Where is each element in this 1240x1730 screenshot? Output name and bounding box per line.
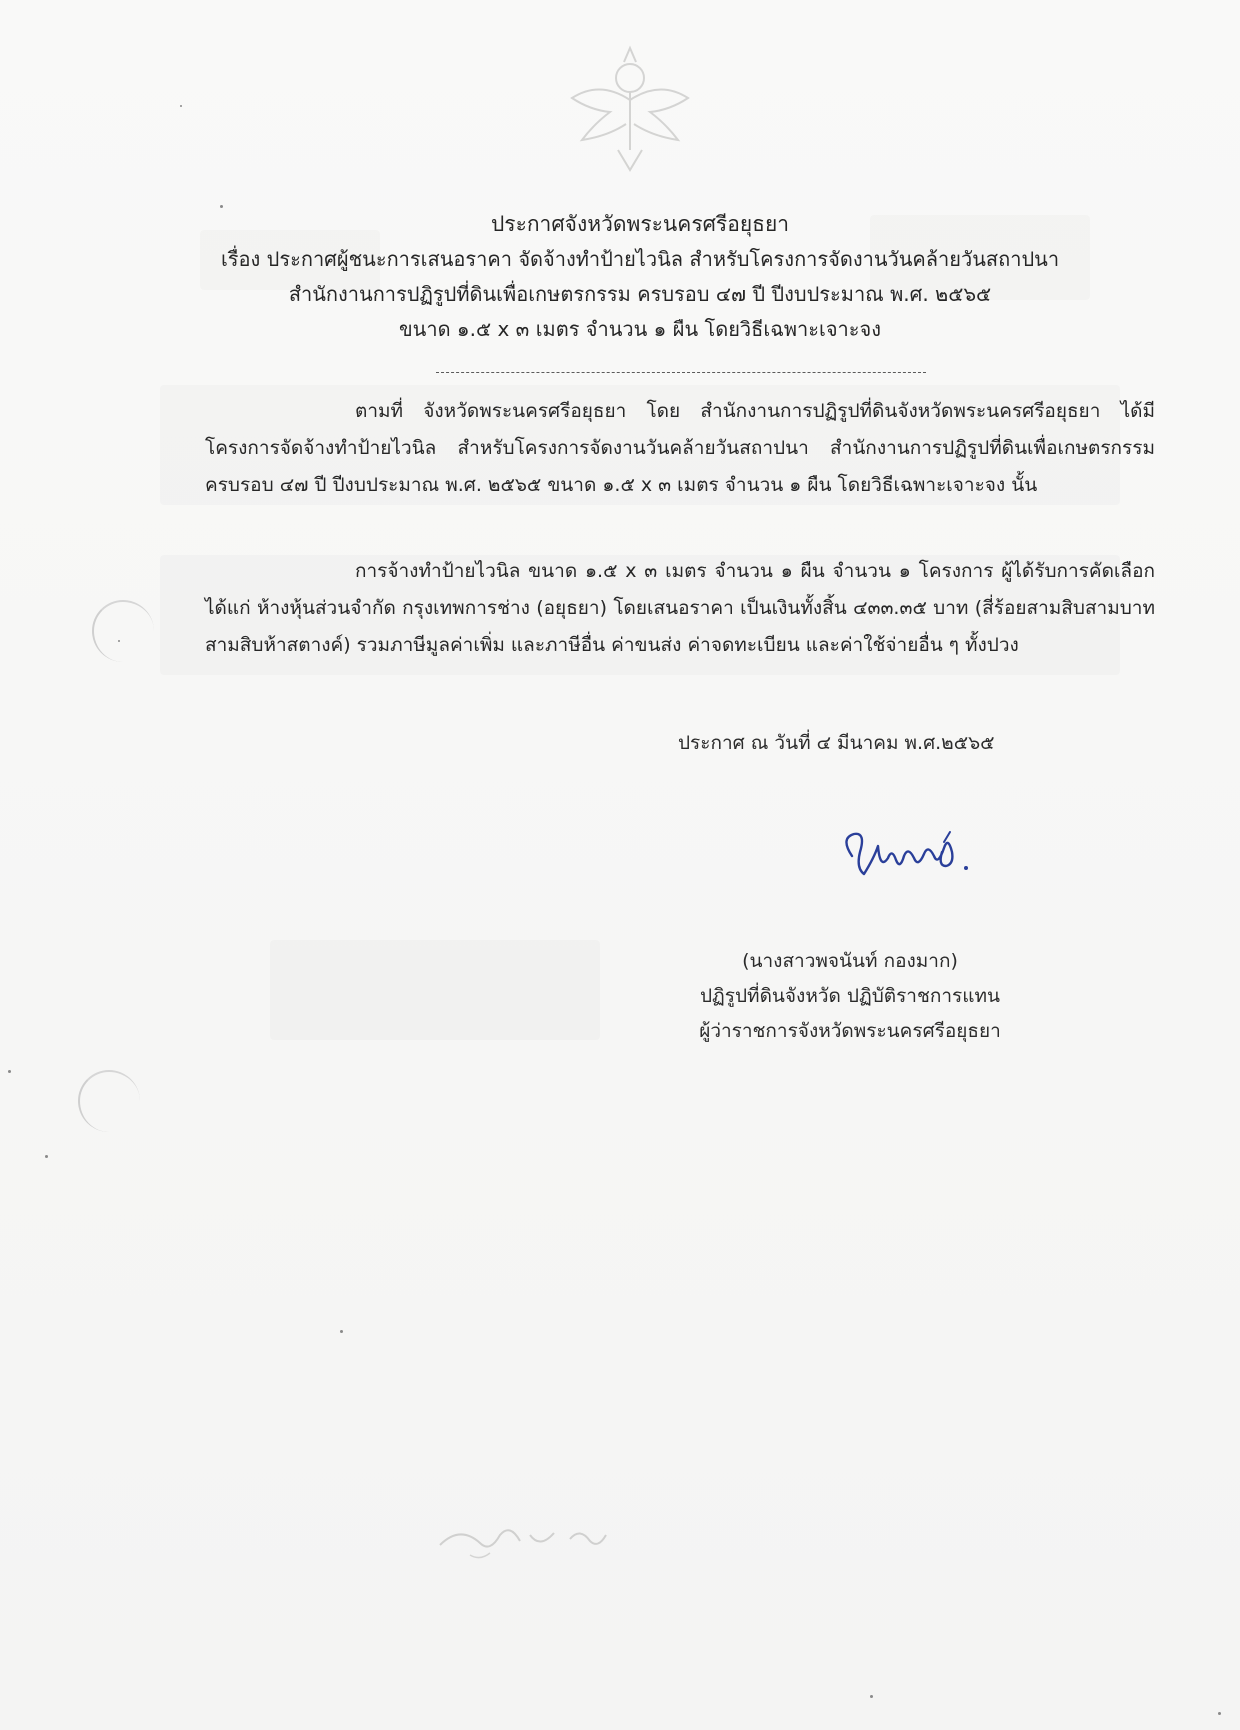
faint-stamp-mark — [430, 1505, 630, 1565]
paragraph-2-text: การจ้างทำป้ายไวนิล ขนาด ๑.๕ x ๓ เมตร จำนวน ๑ ผืน จำนวน ๑ โครงการ ผู้ได้รับการคัดเลือก ได้แก่ ห้างหุ้นส่วนจำกัด กรุงเทพการช่าง (อยุธยา) โดยเสนอราคา เป็นเงินทั้งสิ้น ๔๓๓.๓๕ บาท (สี่ร้อยสามสิบสามบาทสามสิบห้าสตางค์) รวมภาษีมูลค่าเพิ่ม และภาษีอื่น ค่าขนส่ง ค่าจดทะเบียน และค่าใช้จ่ายอื่น ๆ ทั้งปวง — [205, 560, 1155, 656]
divider — [436, 372, 926, 373]
bleed-through — [270, 940, 600, 1040]
speck — [870, 1695, 873, 1698]
signatory-name: (นางสาวพจนันท์ กองมาก) — [742, 950, 958, 972]
announcement-date: ประกาศ ณ วันที่ ๔ มีนาคม พ.ศ.๒๕๖๕ — [678, 732, 995, 754]
speck — [1218, 1712, 1221, 1715]
signatory-position: ปฏิรูปที่ดินจังหวัด ปฏิบัติราชการแทน — [699, 985, 1001, 1007]
announcement-subject-line2: สำนักงานการปฏิรูปที่ดินเพื่อเกษตรกรรม ครบรอบ ๔๗ ปี ปีงบประมาณ พ.ศ. ๒๕๖๕ — [288, 282, 992, 306]
speck — [180, 105, 182, 107]
announcement-subject-line3: ขนาด ๑.๕ x ๓ เมตร จำนวน ๑ ผืน โดยวิธีเฉพาะเจาะจง — [399, 317, 881, 341]
speck — [340, 1330, 343, 1333]
punch-hole — [78, 1070, 140, 1132]
announcement-subject: เรื่อง ประกาศผู้ชนะการเสนอราคา จัดจ้างทำป้ายไวนิล สำหรับโครงการจัดงานวันคล้ายวันสถาปนา — [220, 247, 1060, 271]
speck — [220, 205, 223, 208]
speck — [8, 1070, 11, 1073]
body-paragraph-1 — [205, 393, 1155, 504]
speck — [118, 640, 120, 642]
punch-hole — [92, 600, 154, 662]
handwritten-signature — [830, 818, 990, 888]
body-paragraph-2 — [205, 553, 1155, 664]
paragraph-1-text: ตามที่ จังหวัดพระนครศรีอยุธยา โดย สำนักงานการปฏิรูปที่ดินจังหวัดพระนครศรีอยุธยา ได้มีโครงการจัดจ้างทำป้ายไวนิล สำหรับโครงการจัดงานวันคล้ายวันสถาปนา สำนักงานการปฏิรูปที่ดินเพื่อเกษตรกรรม ครบรอบ ๔๗ ปี ปีงบประมาณ พ.ศ. ๒๕๖๕ ขนาด ๑.๕ x ๓ เมตร จำนวน ๑ ผืน โดยวิธีเฉพาะเจาะจง นั้น — [205, 400, 1155, 496]
signatory-block — [650, 944, 1050, 1049]
signatory-on-behalf: ผู้ว่าราชการจังหวัดพระนครศรีอยุธยา — [699, 1020, 1001, 1042]
garuda-emblem-icon — [560, 40, 700, 180]
speck — [45, 1155, 48, 1158]
announcement-title: ประกาศจังหวัดพระนครศรีอยุธยา — [490, 212, 790, 236]
